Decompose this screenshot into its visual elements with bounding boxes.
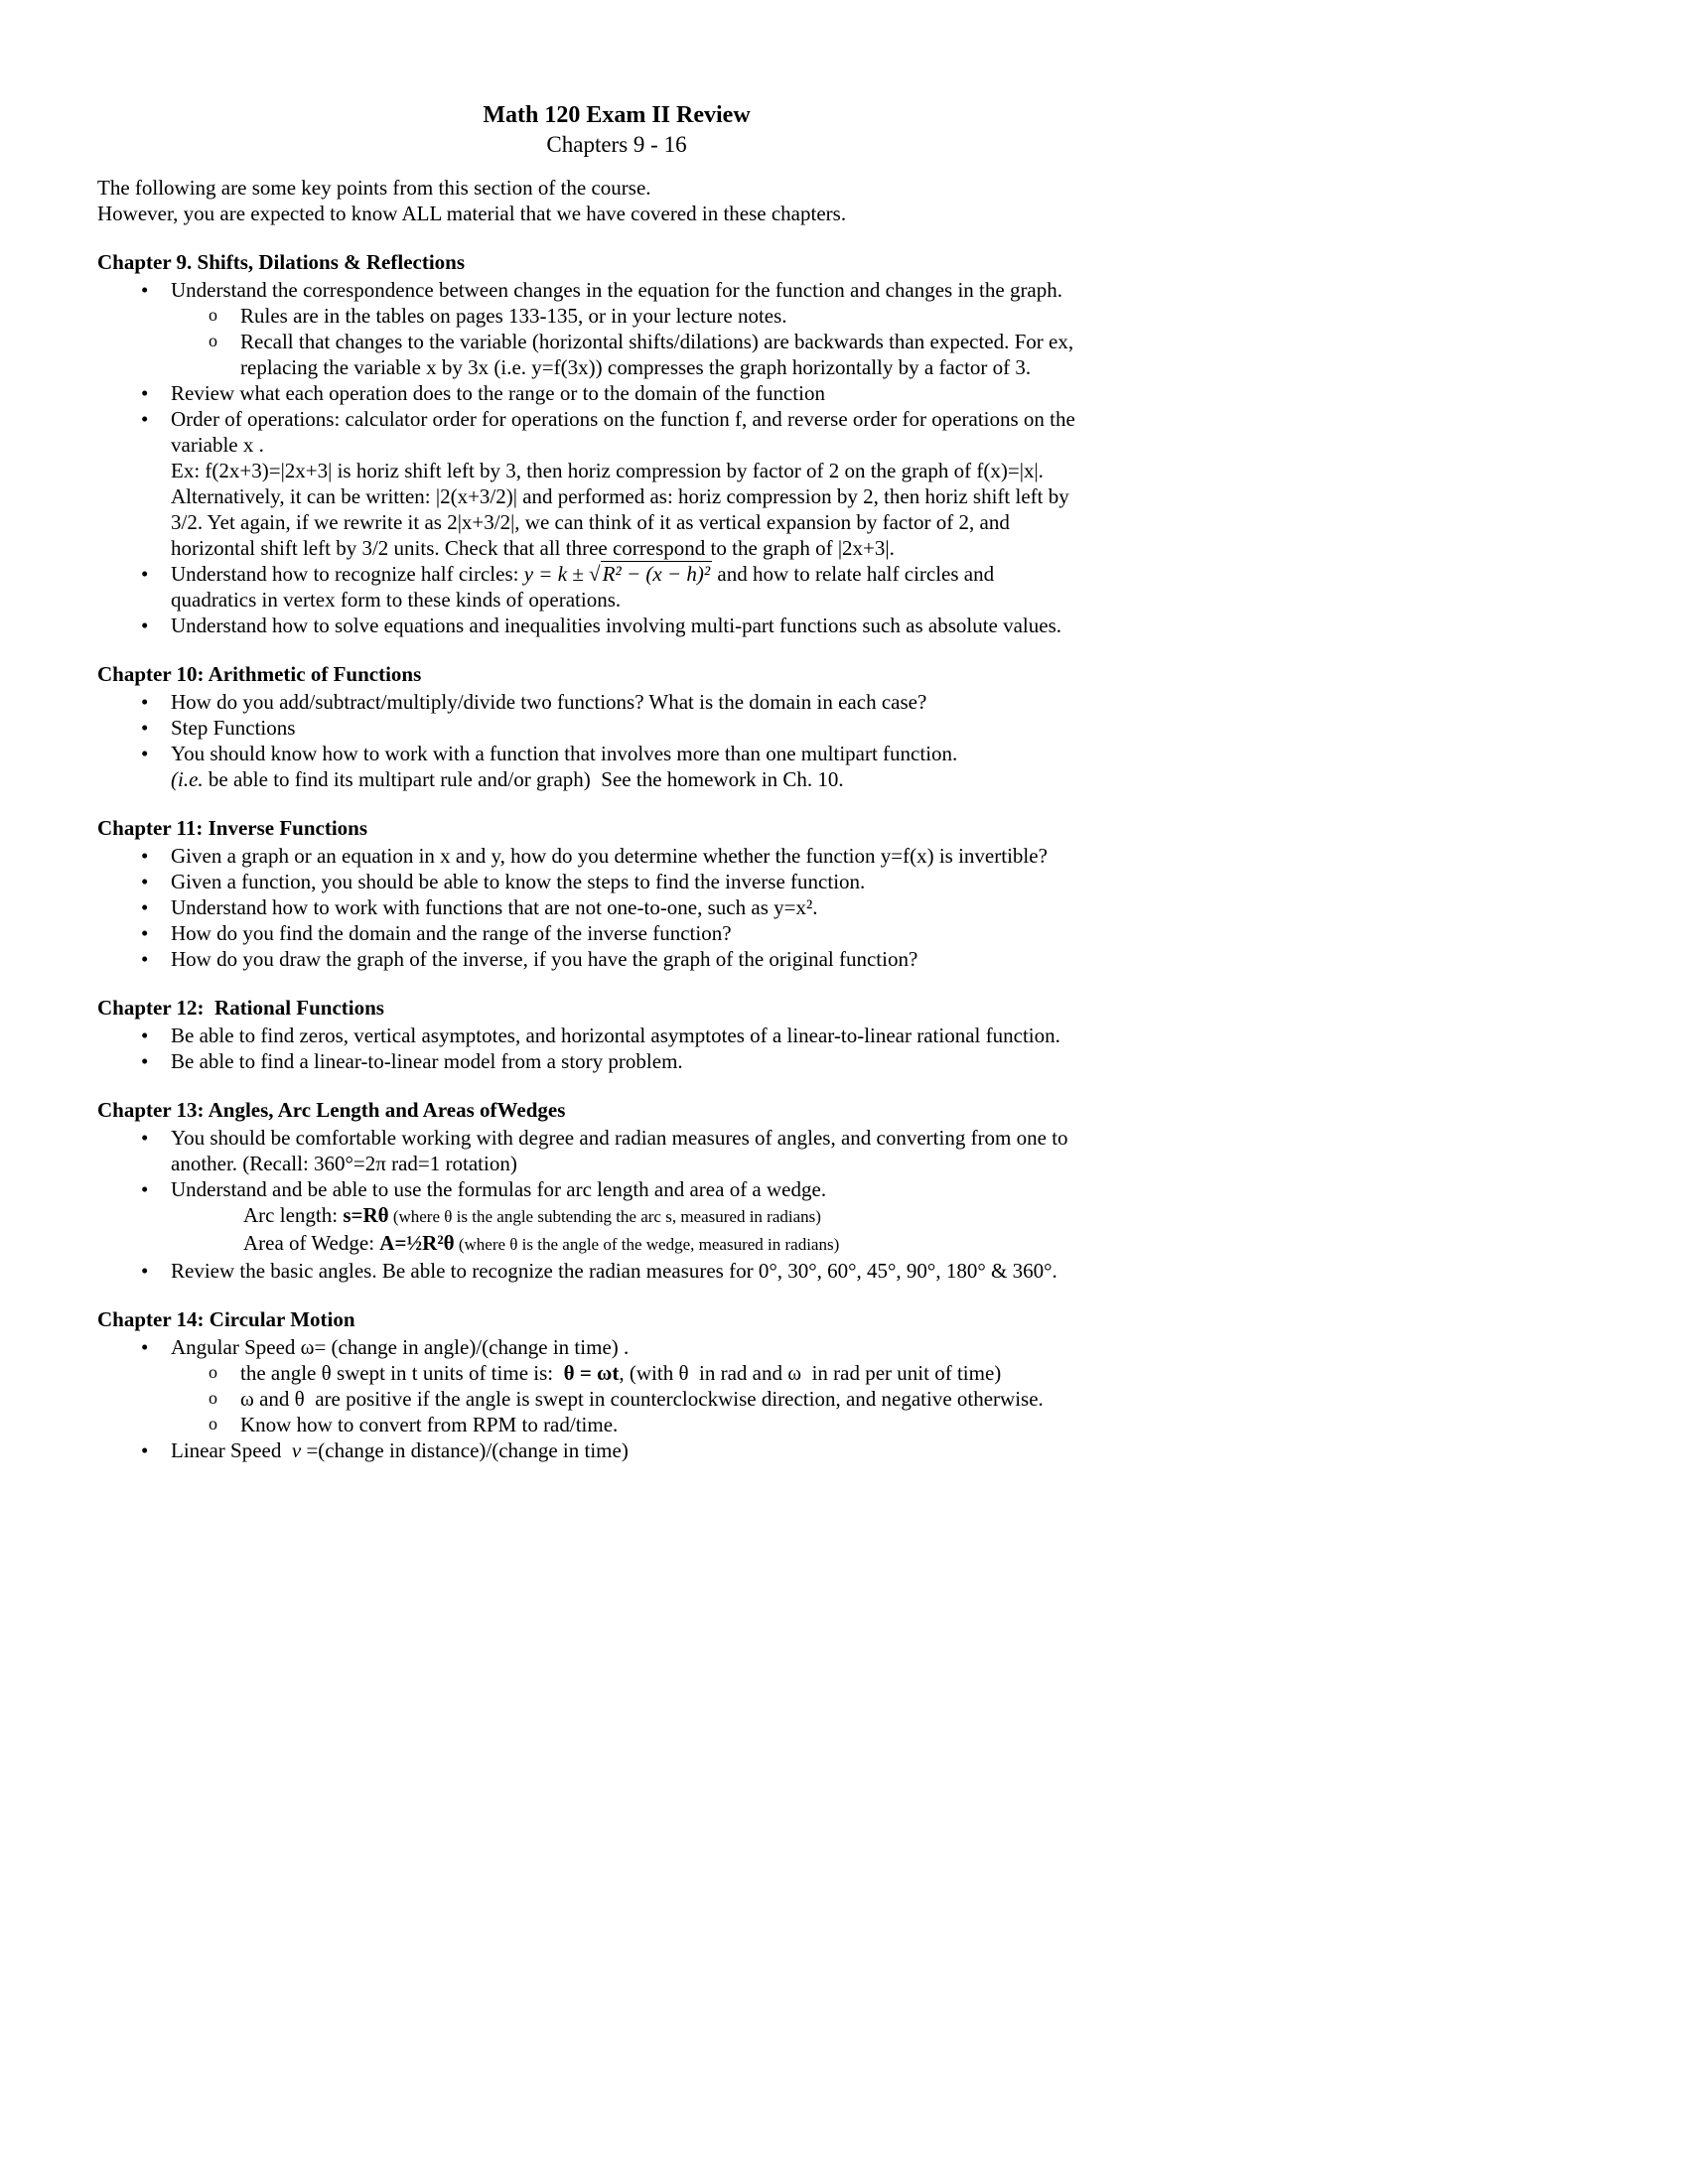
circle-bullet-icon: o [209,1362,217,1382]
example-text: Ex: f(2x+3)=|2x+3| is horiz shift left by 3, then horiz compression by factor of 2 on the graph of f(x)=|x|. [171,459,1044,482]
chapter-13-bullet-1-cont [97,1151,1136,1176]
radicand: R² − (x − h)² [602,562,711,586]
chapter-14-bullet-2 [97,1437,1136,1463]
circle-bullet-icon: o [209,1388,217,1408]
formula-label: Arc length: [243,1203,344,1227]
chapter-9-sub-bullet-2 [97,329,1136,354]
chapter-9-bullet-5 [97,613,1136,638]
bullet-text: Be able to find zeros, vertical asymptotes, and horizontal asymptotes of a linear-to-linear rational function. [171,1024,1060,1047]
formula-note: (where θ is the angle of the wedge, measured in radians) [454,1235,840,1254]
ie-abbreviation: (i.e. [171,767,204,791]
chapter-11-heading: Chapter 11: Inverse Functions [97,816,368,840]
bullet-icon: • [141,614,149,637]
chapter-11-bullet-3 [97,894,1136,920]
bullet-text: Review what each operation does to the range or to the domain of the function [171,381,825,405]
bullet-text: Angular Speed ω= (change in angle)/(change in time) . [171,1335,630,1359]
bullet-icon: • [141,1126,149,1150]
chapter-9-sub-bullet-2-cont [97,354,1136,380]
chapter-10-section [97,661,1136,792]
bullet-icon: • [141,1049,149,1073]
chapter-12-bullet-1 [97,1023,1136,1048]
chapter-9-bullet-3-example-1 [97,458,1136,483]
chapter-12-section [97,995,1136,1074]
theta-omega-t-formula: θ = ωt [563,1361,620,1385]
formula-prefix: y = k ± [523,562,590,586]
chapter-9-section [97,249,1136,638]
circle-bullet-icon: o [209,331,217,350]
bullet-icon: • [141,562,149,586]
wedge-area-formula: A=½R²θ [379,1231,455,1255]
chapter-13-section [97,1097,1136,1284]
circle-bullet-icon: o [209,305,217,325]
example-text: 3/2. Yet again, if we rewrite it as 2|x+3/2|, we can think of it as vertical expansion by factor of 2, and [171,510,1010,534]
bullet-text: Understand how to work with functions that are not one-to-one, such as y=x². [171,895,818,919]
chapter-9-bullet-3-example-2 [97,483,1136,509]
bullet-text: You should be comfortable working with degree and radian measures of angles, and converting from one to [171,1126,1068,1150]
bullet-text: =(change in distance)/(change in time) [301,1438,629,1462]
chapter-9-bullet-1 [97,277,1136,303]
chapter-13-bullet-2 [97,1176,1136,1202]
chapter-14-bullet-1 [97,1334,1136,1360]
example-text: Alternatively, it can be written: |2(x+3/2)| and performed as: horiz compression by 2, then horiz shift left by [171,484,1069,508]
sub-bullet-text: , (with θ in rad and ω in rad per unit of time) [619,1361,1002,1385]
bullet-text: variable x . [171,433,264,457]
bullet-text: You should know how to work with a function that involves more than one multipart function. [171,742,958,765]
bullet-text: How do you draw the graph of the inverse, if you have the graph of the original function? [171,947,918,971]
intro-line-1: The following are some key points from this section of the course. [97,176,651,200]
bullet-text: Understand and be able to use the formulas for arc length and area of a wedge. [171,1177,827,1201]
bullet-text: Understand the correspondence between changes in the equation for the function and changes in the graph. [171,278,1063,302]
bullet-icon: • [141,278,149,302]
formula-label: Area of Wedge: [243,1231,380,1255]
bullet-icon: • [141,1438,149,1462]
chapter-13-heading: Chapter 13: Angles, Arc Length and Areas ofWedges [97,1098,566,1122]
chapter-11-bullet-2 [97,869,1136,894]
sub-bullet-text: Recall that changes to the variable (horizontal shifts/dilations) are backwards than expected. For ex, [240,330,1074,353]
intro-line-2: However, you are expected to know ALL material that we have covered in these chapters. [97,202,847,225]
bullet-icon: • [141,716,149,740]
bullet-icon: • [141,870,149,893]
chapter-11-section [97,815,1136,972]
chapter-13-bullet-1 [97,1125,1136,1151]
chapter-11-bullet-4 [97,920,1136,946]
arc-length-formula: s=Rθ [343,1203,389,1227]
chapter-14-sub-bullet-1 [97,1360,1136,1386]
bullet-text: Be able to find a linear-to-linear model from a story problem. [171,1049,683,1073]
bullet-icon: • [141,381,149,405]
chapter-10-bullet-1 [97,689,1136,715]
bullet-text: quadratics in vertex form to these kinds of operations. [171,588,622,612]
radical-sign-icon: √ [589,562,601,586]
document-content [97,100,1136,1463]
half-circle-formula [524,561,712,586]
bullet-icon: • [141,1335,149,1359]
chapter-10-bullet-3-cont [97,766,1136,792]
chapter-9-bullet-3 [97,406,1136,432]
chapter-11-bullet-1 [97,843,1136,869]
example-text: horizontal shift left by 3/2 units. Check that all three correspond to the graph of |2x+3|. [171,536,895,560]
bullet-text: Given a function, you should be able to know the steps to find the inverse function. [171,870,866,893]
velocity-variable: v [291,1438,302,1462]
bullet-icon: • [141,895,149,919]
circle-bullet-icon: o [209,1414,217,1433]
bullet-text: How do you add/subtract/multiply/divide two functions? What is the domain in each case? [171,690,927,714]
bullet-icon: • [141,1259,149,1283]
bullet-text: How do you find the domain and the range of the inverse function? [171,921,732,945]
chapter-14-sub-bullet-2 [97,1386,1136,1412]
bullet-icon: • [141,921,149,945]
chapter-14-sub-bullet-3 [97,1412,1136,1437]
chapter-9-bullet-3-example-3 [97,509,1136,535]
bullet-text: Linear Speed [171,1438,292,1462]
bullet-icon: • [141,407,149,431]
bullet-text: another. (Recall: 360°=2π rad=1 rotation) [171,1152,517,1175]
chapter-12-bullet-2 [97,1048,1136,1074]
chapter-9-bullet-3-example-4 [97,535,1136,561]
arc-length-formula-line [97,1202,1136,1230]
chapter-9-bullet-4-cont [97,587,1136,613]
chapter-14-section [97,1306,1136,1463]
formula-note: (where θ is the angle subtending the arc s, measured in radians) [388,1207,821,1226]
bullet-text: Review the basic angles. Be able to recognize the radian measures for 0°, 30°, 60°, 45°, 90°, 180° & 360°. [171,1259,1057,1283]
chapter-14-heading: Chapter 14: Circular Motion [97,1307,355,1331]
bullet-text: be able to find its multipart rule and/or graph) See the homework in Ch. 10. [203,767,844,791]
chapter-9-bullet-3-cont-1 [97,432,1136,458]
sub-bullet-text: replacing the variable x by 3x (i.e. y=f(3x)) compresses the graph horizontally by a factor of 3. [240,355,1032,379]
chapter-10-bullet-3 [97,741,1136,766]
sub-bullet-text: Know how to convert from RPM to rad/time. [240,1413,619,1436]
bullet-text: Step Functions [171,716,296,740]
chapter-9-sub-bullet-1 [97,303,1136,329]
page-title: Math 120 Exam II Review [483,102,751,128]
chapter-12-heading: Chapter 12: Rational Functions [97,996,384,1020]
bullet-icon: • [141,690,149,714]
sub-bullet-text: the angle θ swept in t units of time is: [240,1361,564,1385]
bullet-text: Understand how to recognize half circles: [171,562,524,586]
bullet-text: Understand how to solve equations and inequalities involving multi-part functions such as absolute values. [171,614,1062,637]
chapter-10-bullet-2 [97,715,1136,741]
bullet-icon: • [141,947,149,971]
bullet-icon: • [141,742,149,765]
chapter-10-heading: Chapter 10: Arithmetic of Functions [97,662,422,686]
chapter-9-bullet-4 [97,561,1136,587]
wedge-area-formula-line [97,1230,1136,1258]
bullet-icon: • [141,1177,149,1201]
bullet-text: Given a graph or an equation in x and y, how do you determine whether the function y=f(x) is invertible? [171,844,1048,868]
bullet-icon: • [141,844,149,868]
bullet-text: and how to relate half circles and [712,562,995,586]
chapter-11-bullet-5 [97,946,1136,972]
chapter-9-heading: Chapter 9. Shifts, Dilations & Reflections [97,250,466,274]
bullet-icon: • [141,1024,149,1047]
intro-paragraph [97,175,1136,226]
page-subtitle: Chapters 9 - 16 [546,132,687,157]
chapter-9-bullet-2 [97,380,1136,406]
sub-bullet-text: ω and θ are positive if the angle is swept in counterclockwise direction, and negative otherwise. [240,1387,1044,1411]
sub-bullet-text: Rules are in the tables on pages 133-135, or in your lecture notes. [240,304,787,328]
bullet-text: Order of operations: calculator order for operations on the function f, and reverse order for operations on the [171,407,1075,431]
chapter-13-bullet-3 [97,1258,1136,1284]
